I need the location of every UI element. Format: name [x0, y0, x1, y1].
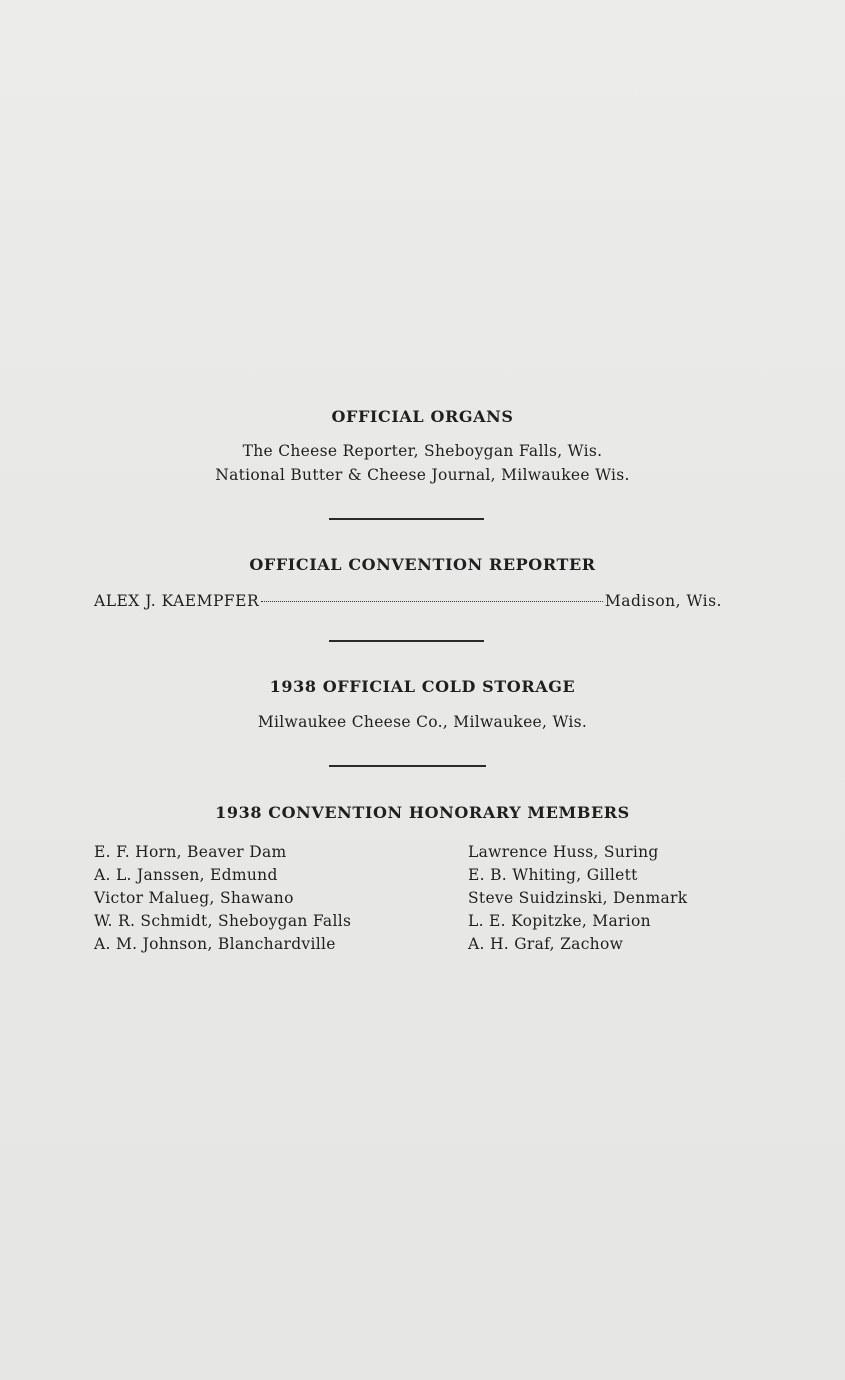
- member-item: A. H. Graf, Zachow: [468, 935, 624, 953]
- member-item: E. B. Whiting, Gillett: [468, 866, 638, 884]
- section-divider: [329, 518, 484, 520]
- member-item: Lawrence Huss, Suring: [468, 843, 659, 861]
- section-divider: [329, 765, 486, 767]
- member-item: A. M. Johnson, Blanchardville: [94, 935, 336, 953]
- members-right-column: [468, 841, 687, 956]
- official-organ-line: The Cheese Reporter, Sheboygan Falls, Wis.: [242, 442, 603, 460]
- honorary-members-heading: 1938 CONVENTION HONORARY MEMBERS: [215, 803, 630, 822]
- member-item: E. F. Horn, Beaver Dam: [94, 843, 287, 861]
- section-divider: [329, 640, 484, 642]
- reporter-location: Madison, Wis.: [604, 592, 722, 610]
- reporter-name: ALEX J. KAEMPFER: [94, 592, 260, 610]
- official-organ-line: National Butter & Cheese Journal, Milwaukee Wis.: [215, 466, 630, 484]
- member-item: A. L. Janssen, Edmund: [94, 866, 278, 884]
- cold-storage-heading: 1938 OFFICIAL COLD STORAGE: [269, 677, 576, 696]
- cold-storage-line: Milwaukee Cheese Co., Milwaukee, Wis.: [257, 713, 588, 731]
- members-left-column: [94, 841, 351, 956]
- convention-reporter-heading: OFFICIAL CONVENTION REPORTER: [249, 555, 596, 574]
- convention-reporter-row: [94, 592, 722, 610]
- member-item: W. R. Schmidt, Sheboygan Falls: [94, 912, 352, 930]
- official-organs-heading: OFFICIAL ORGANS: [331, 407, 514, 426]
- member-item: L. E. Kopitzke, Marion: [468, 912, 651, 930]
- member-item: Victor Malueg, Shawano: [94, 889, 294, 907]
- member-item: Steve Suidzinski, Denmark: [468, 889, 688, 907]
- dotted-leader: [261, 601, 603, 602]
